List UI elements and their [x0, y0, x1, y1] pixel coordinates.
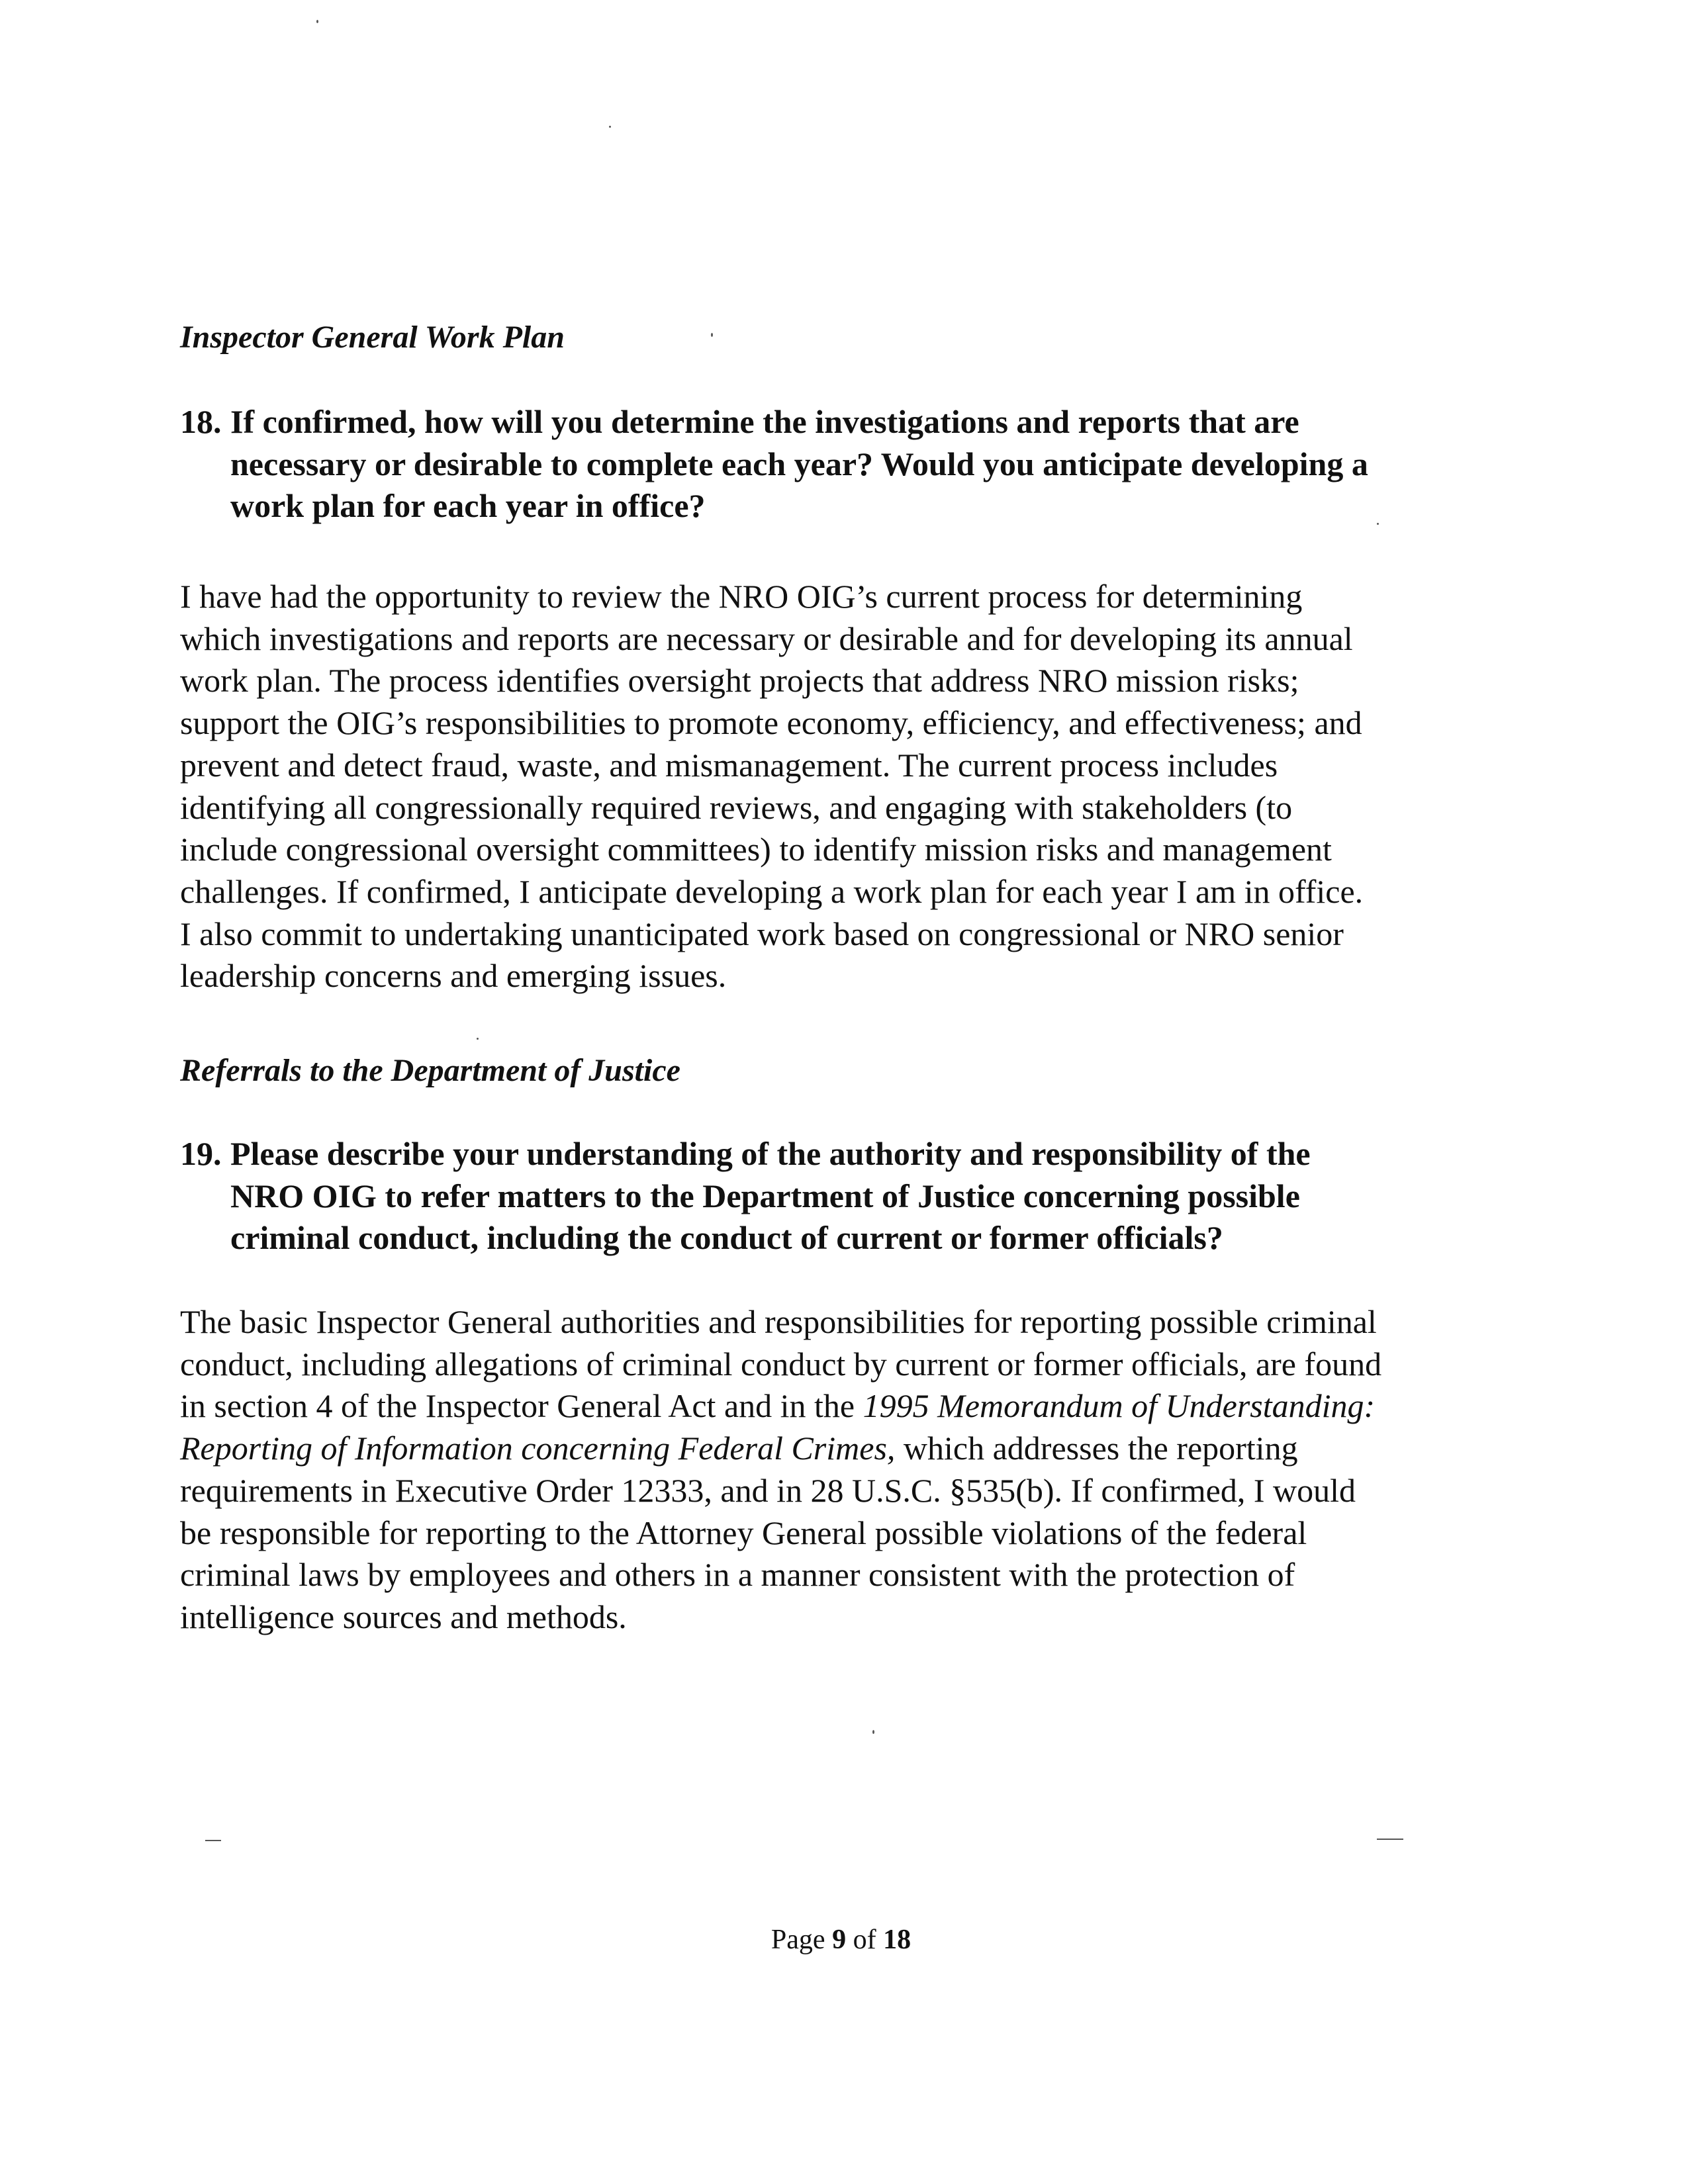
section-heading-referrals-doj: Referrals to the Department of Justice: [180, 1053, 680, 1088]
answer-line: intelligence sources and methods.: [180, 1598, 627, 1635]
scan-speck: [872, 1730, 874, 1734]
question-number: 18.: [180, 403, 222, 440]
answer-19: [180, 1301, 1530, 1639]
question-line: necessary or desirable to complete each year? Would you anticipate developing a: [230, 445, 1368, 482]
question-text: [180, 1133, 1517, 1259]
answer-line: identifying all congressionally required reviews, and engaging with stakeholders (to: [180, 788, 1293, 826]
current-page-number: 9: [832, 1925, 847, 1955]
scan-speck: [711, 333, 713, 337]
scan-speck: [609, 126, 611, 128]
scan-speck: [205, 1840, 221, 1841]
answer-line: criminal laws by employees and others in a manner consistent with the protection of: [180, 1556, 1295, 1594]
answer-line: be responsible for reporting to the Attorney General possible violations of the federal: [180, 1514, 1307, 1551]
answer-line: [180, 1428, 1530, 1470]
answer-line: I also commit to undertaking unanticipated work based on congressional or NRO senior: [180, 915, 1344, 952]
question-line: NRO OIG to refer matters to the Department of Justice concerning possible: [230, 1177, 1300, 1214]
answer-line: conduct, including allegations of criminal conduct by current or former officials, are found: [180, 1345, 1382, 1383]
question-line: work plan for each year in office?: [230, 487, 706, 524]
question-text: [180, 401, 1517, 527]
answer-line: [180, 1385, 1530, 1428]
answer-line: work plan. The process identifies oversight projects that address NRO mission risks;: [180, 662, 1299, 700]
page-separator: of: [846, 1925, 884, 1955]
document-title-citation: Reporting of Information concerning Federal Crimes,: [180, 1430, 896, 1467]
question-number: 19.: [180, 1135, 222, 1172]
answer-line: challenges. If confirmed, I anticipate developing a work plan for each year I am in office.: [180, 872, 1364, 910]
answer-line: I have had the opportunity to review the NRO OIG’s current process for determining: [180, 578, 1303, 615]
scan-speck: [1377, 523, 1379, 525]
answer-18: [180, 576, 1530, 997]
document-title-citation: 1995 Memorandum of Understanding:: [863, 1387, 1376, 1425]
question-line: If confirmed, how will you determine the investigations and reports that are: [230, 403, 1299, 440]
answer-line: The basic Inspector General authorities and responsibilities for reporting possible criminal: [180, 1303, 1377, 1340]
page-label: Page: [771, 1925, 833, 1955]
question-18: [180, 401, 1517, 527]
question-line: Please describe your understanding of the authority and responsibility of the: [230, 1135, 1311, 1172]
question-line: criminal conduct, including the conduct of current or former officials?: [230, 1219, 1223, 1256]
scan-speck: [477, 1038, 479, 1040]
section-heading-work-plan: Inspector General Work Plan: [180, 320, 565, 355]
answer-line: prevent and detect fraud, waste, and mismanagement. The current process includes: [180, 746, 1278, 784]
total-pages-number: 18: [883, 1925, 911, 1955]
answer-text: which addresses the reporting: [895, 1430, 1298, 1467]
scan-speck: [316, 20, 318, 23]
scan-speck: [1377, 1839, 1403, 1840]
page-footer: [0, 1923, 1682, 1956]
answer-line: which investigations and reports are necessary or desirable and for developing its annual: [180, 619, 1353, 657]
answer-text: in section 4 of the Inspector General Act and in the: [180, 1387, 863, 1425]
answer-line: include congressional oversight committees) to identify mission risks and management: [180, 831, 1332, 868]
question-19: [180, 1133, 1517, 1259]
answer-line: support the OIG’s responsibilities to promote economy, efficiency, and effectiveness; and: [180, 704, 1362, 742]
answer-line: leadership concerns and emerging issues.: [180, 957, 727, 995]
answer-line: requirements in Executive Order 12333, and in 28 U.S.C. §535(b). If confirmed, I would: [180, 1471, 1356, 1509]
